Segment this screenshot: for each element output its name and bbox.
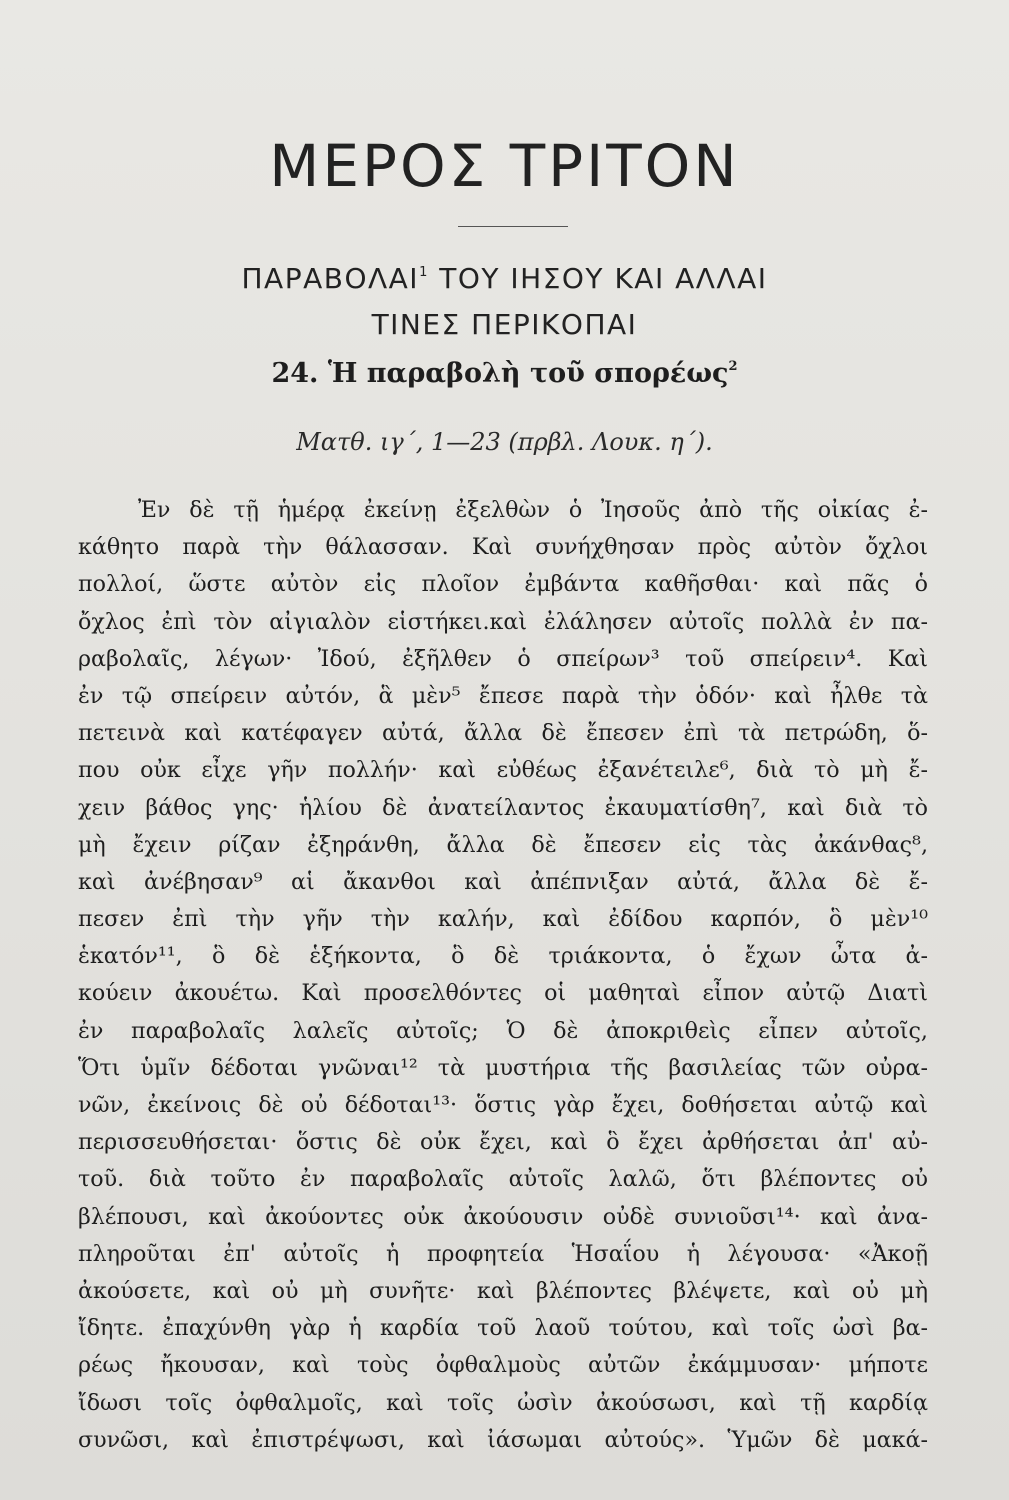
body-line: χειν βάθος γης· ἡλίου δὲ ἀνατείλαντος ἐκαυματίσθη⁷, καὶ διὰ τὸ <box>78 794 928 821</box>
chapter-heading <box>0 358 1009 389</box>
body-line: καὶ ἀνέβησαν⁹ αἱ ἄκανθοι καὶ ἀπέπνιξαν αὐτά, ἄλλα δὲ ἔ- <box>78 868 928 895</box>
section-title-line-1 <box>0 250 1009 302</box>
title-divider <box>458 226 568 227</box>
section-title-main: ΠΑΡΑΒΟΛΑΙ <box>241 262 420 295</box>
body-line: πεσεν ἐπὶ τὴν γῆν τὴν καλήν, καὶ ἐδίδου καρπόν, ὃ μὲν¹⁰ <box>78 906 928 933</box>
body-line: που οὐκ εἶχε γῆν πολλήν· καὶ εὐθέως ἐξανέτειλε⁶, διὰ τὸ μὴ ἔ- <box>78 757 928 784</box>
body-line: Ἐν δὲ τῇ ἡμέρᾳ ἐκείνῃ ἐξελθὼν ὁ Ἰησοῦς ἀπὸ τῆς οἰκίας ἐ- <box>138 497 928 523</box>
body-line: νῶν, ἐκείνοις δὲ οὐ δέδοται¹³· ὅστις γὰρ ἔχει, δοθήσεται αὐτῷ καὶ <box>78 1092 928 1118</box>
part-title: ΜΕΡΟΣ ΤΡΙΤΟΝ <box>269 132 740 200</box>
body-line: πετεινὰ καὶ κατέφαγεν αὐτά, ἄλλα δὲ ἔπεσεν ἐπὶ τὰ πετρώδη, ὅ- <box>78 720 928 747</box>
body-line: πολλοί, ὥστε αὐτὸν εἰς πλοῖον ἐμβάντα καθῆσθαι· καὶ πᾶς ὁ <box>78 571 928 598</box>
body-line: ἴδητε. ἐπαχύνθη γὰρ ἡ καρδία τοῦ λαοῦ τούτου, καὶ τοῖς ὠσὶ βα- <box>78 1315 928 1342</box>
body-line: Ὅτι ὑμῖν δέδοται γνῶναι¹² τὰ μυστήρια τῆς βασιλείας τῶν οὐρα- <box>78 1054 928 1081</box>
section-title-line-2: ΤΙΝΕΣ ΠΕΡΙΚΟΠΑΙ <box>371 308 638 341</box>
body-line: ραβολαῖς, λέγων· Ἰδού, ἐξῆλθεν ὁ σπείρων³ τοῦ σπείρειν⁴. Καὶ <box>78 645 928 672</box>
body-line: βλέπουσι, καὶ ἀκούοντες οὐκ ἀκούουσιν οὐδὲ συνιοῦσι¹⁴· καὶ ἀνα- <box>78 1203 928 1230</box>
body-line: ἐν τῷ σπείρειν αὐτόν, ἃ μὲν⁵ ἔπεσε παρὰ τὴν ὁδόν· καὶ ἦλθε τὰ <box>78 682 928 709</box>
body-line: ρέως ἤκουσαν, καὶ τοὺς ὀφθαλμοὺς αὐτῶν ἐκάμμυσαν· μήποτε <box>78 1352 928 1379</box>
body-line: μὴ ἔχειν ρίζαν ἐξηράνθη, ἄλλα δὲ ἔπεσεν εἰς τὰς ἀκάνθας⁸, <box>78 831 928 858</box>
body-line: κούειν ἀκουέτω. Καὶ προσελθόντες οἱ μαθηταὶ εἶπον αὐτῷ Διατὶ <box>78 980 928 1007</box>
body-line: ἴδωσι τοῖς ὀφθαλμοῖς, καὶ τοῖς ὠσὶν ἀκούσωσι, καὶ τῇ καρδίᾳ <box>78 1389 928 1416</box>
body-text <box>78 492 928 1459</box>
body-line: τοῦ. διὰ τοῦτο ἐν παραβολαῖς αὐτοῖς λαλῶ, ὅτι βλέποντες οὐ <box>78 1166 928 1193</box>
chapter-heading-text: 24. Ἡ παραβολὴ τοῦ σπορέως <box>271 358 729 389</box>
body-line: περισσευθήσεται· ὅστις δὲ οὐκ ἔχει, καὶ ὃ ἔχει ἀρθήσεται ἀπ' αὐ- <box>78 1129 928 1156</box>
body-line: ἀκούσετε, καὶ οὐ μὴ συνῆτε· καὶ βλέποντες βλέψετε, καὶ οὐ μὴ <box>78 1277 928 1304</box>
section-title <box>0 250 1009 348</box>
body-line: ὄχλος ἐπὶ τὸν αἰγιαλὸν εἱστήκει.καὶ ἐλάλησεν αὐτοῖς πολλὰ ἐν πα- <box>78 608 928 635</box>
body-line: πληροῦται ἐπ' αὐτοῖς ἡ προφητεία Ἡσαΐου ἡ λέγουσα· «Ἀκοῇ <box>78 1240 928 1267</box>
body-line: συνῶσι, καὶ ἐπιστρέψωσι, καὶ ἰάσωμαι αὐτούς». Ὑμῶν δὲ μακά- <box>78 1426 928 1453</box>
section-title-rest: ΤΟΥ ΙΗΣΟΥ ΚΑΙ ΑΛΛΑΙ <box>428 262 768 295</box>
footnote-marker: 1 <box>419 265 429 280</box>
body-line: κάθητο παρὰ τὴν θάλασσαν. Καὶ συνήχθησαν πρὸς αὐτὸν ὄχλοι <box>78 534 928 561</box>
footnote-marker: 2 <box>728 359 738 374</box>
scripture-reference: Ματθ. ιγ΄, 1—23 (πρβλ. Λουκ. η΄). <box>296 428 713 456</box>
body-line: ἐν παραβολαῖς λαλεῖς αὐτοῖς; Ὁ δὲ ἀποκριθεὶς εἶπεν αὐτοῖς, <box>78 1017 928 1044</box>
body-line: ἑκατόν¹¹, ὃ δὲ ἑξήκοντα, ὃ δὲ τριάκοντα, ὁ ἔχων ὦτα ἀ- <box>78 943 928 970</box>
